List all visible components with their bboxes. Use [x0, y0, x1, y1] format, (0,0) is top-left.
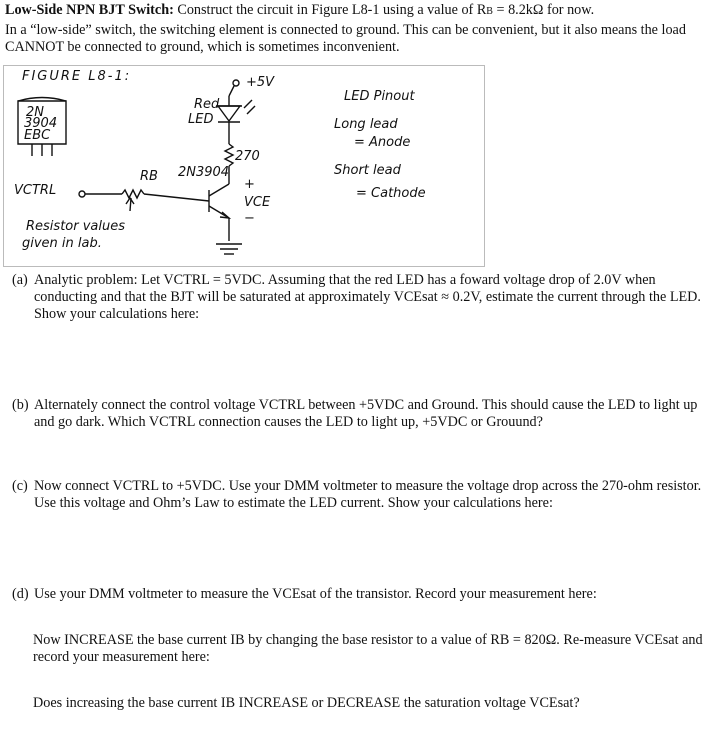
transistor-label: 2N3904	[178, 165, 230, 180]
section-title-sub: B	[486, 6, 493, 17]
pinout-line-1: Long lead	[334, 117, 398, 132]
package-label-1: 2N	[26, 105, 44, 120]
resistor-rb	[122, 190, 144, 198]
question-d-part-3: Does increasing the base current IB INCREASE or DECREASE the saturation voltage VCEsat?	[33, 695, 580, 711]
vce-label: VCE	[244, 195, 271, 210]
led-label-2: LED	[188, 112, 214, 127]
vce-minus: −	[244, 211, 255, 226]
section-title	[5, 2, 717, 20]
supply-node	[233, 80, 239, 86]
pinout-title: LED Pinout	[344, 89, 415, 104]
note-line-1: Resistor values	[26, 219, 125, 234]
led-label-1: Red	[194, 97, 220, 112]
question-a-label: (a)	[12, 272, 28, 288]
package-label-3: EBC	[24, 128, 51, 143]
pinout-line-4: = Cathode	[356, 186, 426, 201]
resistor-270	[225, 144, 233, 166]
question-b	[12, 397, 712, 431]
question-d-label: (d)	[12, 586, 29, 602]
question-d	[12, 586, 712, 603]
question-d-part-2: Now INCREASE the base current IB by changing the base resistor to a value of RB = 820Ω. Re-measure VCEsat and record your measurement here:	[33, 632, 703, 665]
question-a	[12, 272, 712, 323]
question-d-text: Use your DMM voltmeter to measure the VCEsat of the transistor. Record your measurement here:	[34, 586, 597, 602]
pinout-line-3: Short lead	[334, 163, 401, 178]
question-b-label: (b)	[12, 397, 29, 413]
vce-plus: +	[244, 177, 255, 192]
note-line-2: given in lab.	[22, 236, 102, 251]
pinout-line-2: = Anode	[354, 135, 411, 150]
question-c	[12, 478, 712, 512]
question-b-text: Alternately connect the control voltage VCTRL between +5VDC and Ground. This should cause the LED to light up and go dark. Which VCTRL connection causes the LED to light up, +5VDC or Grouund?	[34, 397, 698, 430]
circuit-diagram	[4, 66, 484, 266]
figure-l8-1	[3, 65, 485, 267]
rb-label: RB	[140, 169, 158, 184]
led-triangle	[218, 106, 240, 121]
section-title-bold: Low-Side NPN BJT Switch:	[5, 2, 174, 18]
figure-title: FIGURE L8-1:	[22, 69, 132, 84]
package-label-2: 3904	[24, 116, 58, 131]
section-title-text: Construct the circuit in Figure L8-1 using a value of R	[173, 2, 487, 18]
question-c-text: Now connect VCTRL to +5VDC. Use your DMM voltmeter to measure the voltage drop across the 270-ohm resistor. Use this voltage and Ohm’s Law to estimate the LED current. Show your calculations here:	[34, 478, 702, 511]
supply-label: +5V	[246, 75, 275, 90]
question-c-label: (c)	[12, 478, 28, 494]
intro-paragraph: In a “low-side” switch, the switching element is connected to ground. This can be convenient, but it also means the load CANNOT be connected to ground, which is sometimes inconvenient.	[5, 22, 686, 55]
vctrl-label: VCTRL	[14, 183, 57, 198]
resistor-label: 270	[235, 149, 260, 164]
question-a-text: Analytic problem: Let VCTRL = 5VDC. Assuming that the red LED has a foward voltage drop of 2.0V when conducting and that the BJT will be saturated at approximately VCEsat ≈ 0.2V, estimate the current through the LED. Show your calculations here:	[34, 272, 701, 322]
section-title-text-2: = 8.2kΩ for now.	[492, 2, 595, 18]
